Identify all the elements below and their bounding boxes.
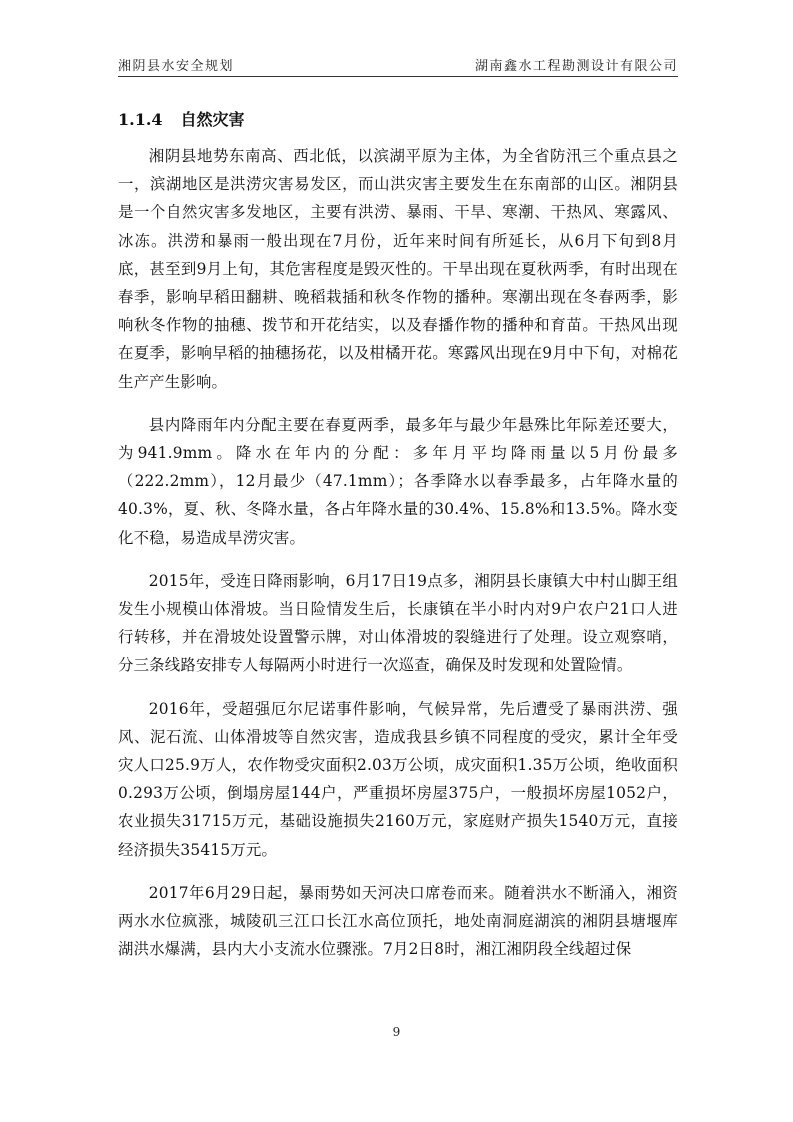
section-title: 自然灾害: [180, 110, 245, 129]
page-number: 9: [392, 1025, 401, 1039]
body-text: [118, 142, 678, 978]
header-company-name: 湖南鑫水工程勘测设计有限公司: [474, 59, 678, 74]
paragraph-2017-flood: 2017年6月29日起，暴雨势如天河决口席卷而来。随着洪水不断涌入，湘资两水水位疯涨，城陵矶三江口长江水高位顶托，地处南洞庭湖滨的湘阴县塘堰库湖洪水爆满，县内大小支流水位骤涨。7月2日8时，湘江湘阴段全线超过保: [118, 883, 678, 959]
section-number: 1.1.4: [118, 110, 163, 129]
section-heading: [118, 107, 245, 130]
paragraph-2016-disasters: 2016年，受超强厄尔尼诺事件影响，气候异常，先后遭受了暴雨洪涝、强风、泥石流、山体滑坡等自然灾害，造成我县乡镇不同程度的受灾，累计全年受灾人口25.9万人，农作物受灾面积2.03万公顷，成灾面积1.35万公顷，绝收面积0.293万公顷，倒塌房屋144户，严重损坏房屋375户，一般损坏房屋1052户，农业损失31715万元，基础设施损失2160万元，家庭财产损失1540万元，直接经济损失35415万元。: [118, 699, 678, 859]
header-document-title: 湘阴县水安全规划: [118, 59, 235, 74]
paragraph-natural-disasters-overview: 湘阴县地势东南高、西北低，以滨湖平原为主体，为全省防汛三个重点县之一，滨湖地区是洪涝灾害易发区，而山洪灾害主要发生在东南部的山区。湘阴县是一个自然灾害多发地区，主要有洪涝、暴雨、干旱、寒潮、干热风、寒露风、冰冻。洪涝和暴雨一般出现在7月份，近年来时间有所延长，从6月下旬到8月底，甚至到9月上旬，其危害程度是毁灭性的。干旱出现在夏秋两季，有时出现在春季，影响早稻田翻耕、晚稻栽插和秋冬作物的播种。寒潮出现在冬春两季，影响秋冬作物的抽穗、拨节和开花结实，以及春播作物的播种和育苗。干热风出现在夏季，影响早稻的抽穗扬花，以及柑橘开花。寒露风出现在9月中下旬，对棉花生产产生影响。: [118, 147, 678, 391]
paragraph-2015-landslide: 2015年，受连日降雨影响，6月17日19点多，湘阴县长康镇大中村山脚王组发生小规模山体滑坡。当日险情发生后，长康镇在半小时内对9户农户21口人进行转移，并在滑坡处设置警示牌，对山体滑坡的裂缝进行了处理。设立观察哨，分三条线路安排专人每隔两小时进行一次巡查，确保及时发现和处置险情。: [118, 571, 678, 675]
page-header: [118, 50, 678, 76]
header-divider: [118, 76, 678, 77]
paragraph-rainfall-distribution: 县内降雨年内分配主要在春夏两季，最多年与最少年悬殊比年际差还要大，为941.9mm。降水在年内的分配：多年月平均降雨量以5月份最多（222.2mm），12月最少（47.1mm）；各季降水以春季最多，占年降水量的40.3%，夏、秋、冬降水量，各占年降水量的30.4%、15.8%和13.5%。降水变化不稳，易造成旱涝灾害。: [118, 415, 678, 547]
